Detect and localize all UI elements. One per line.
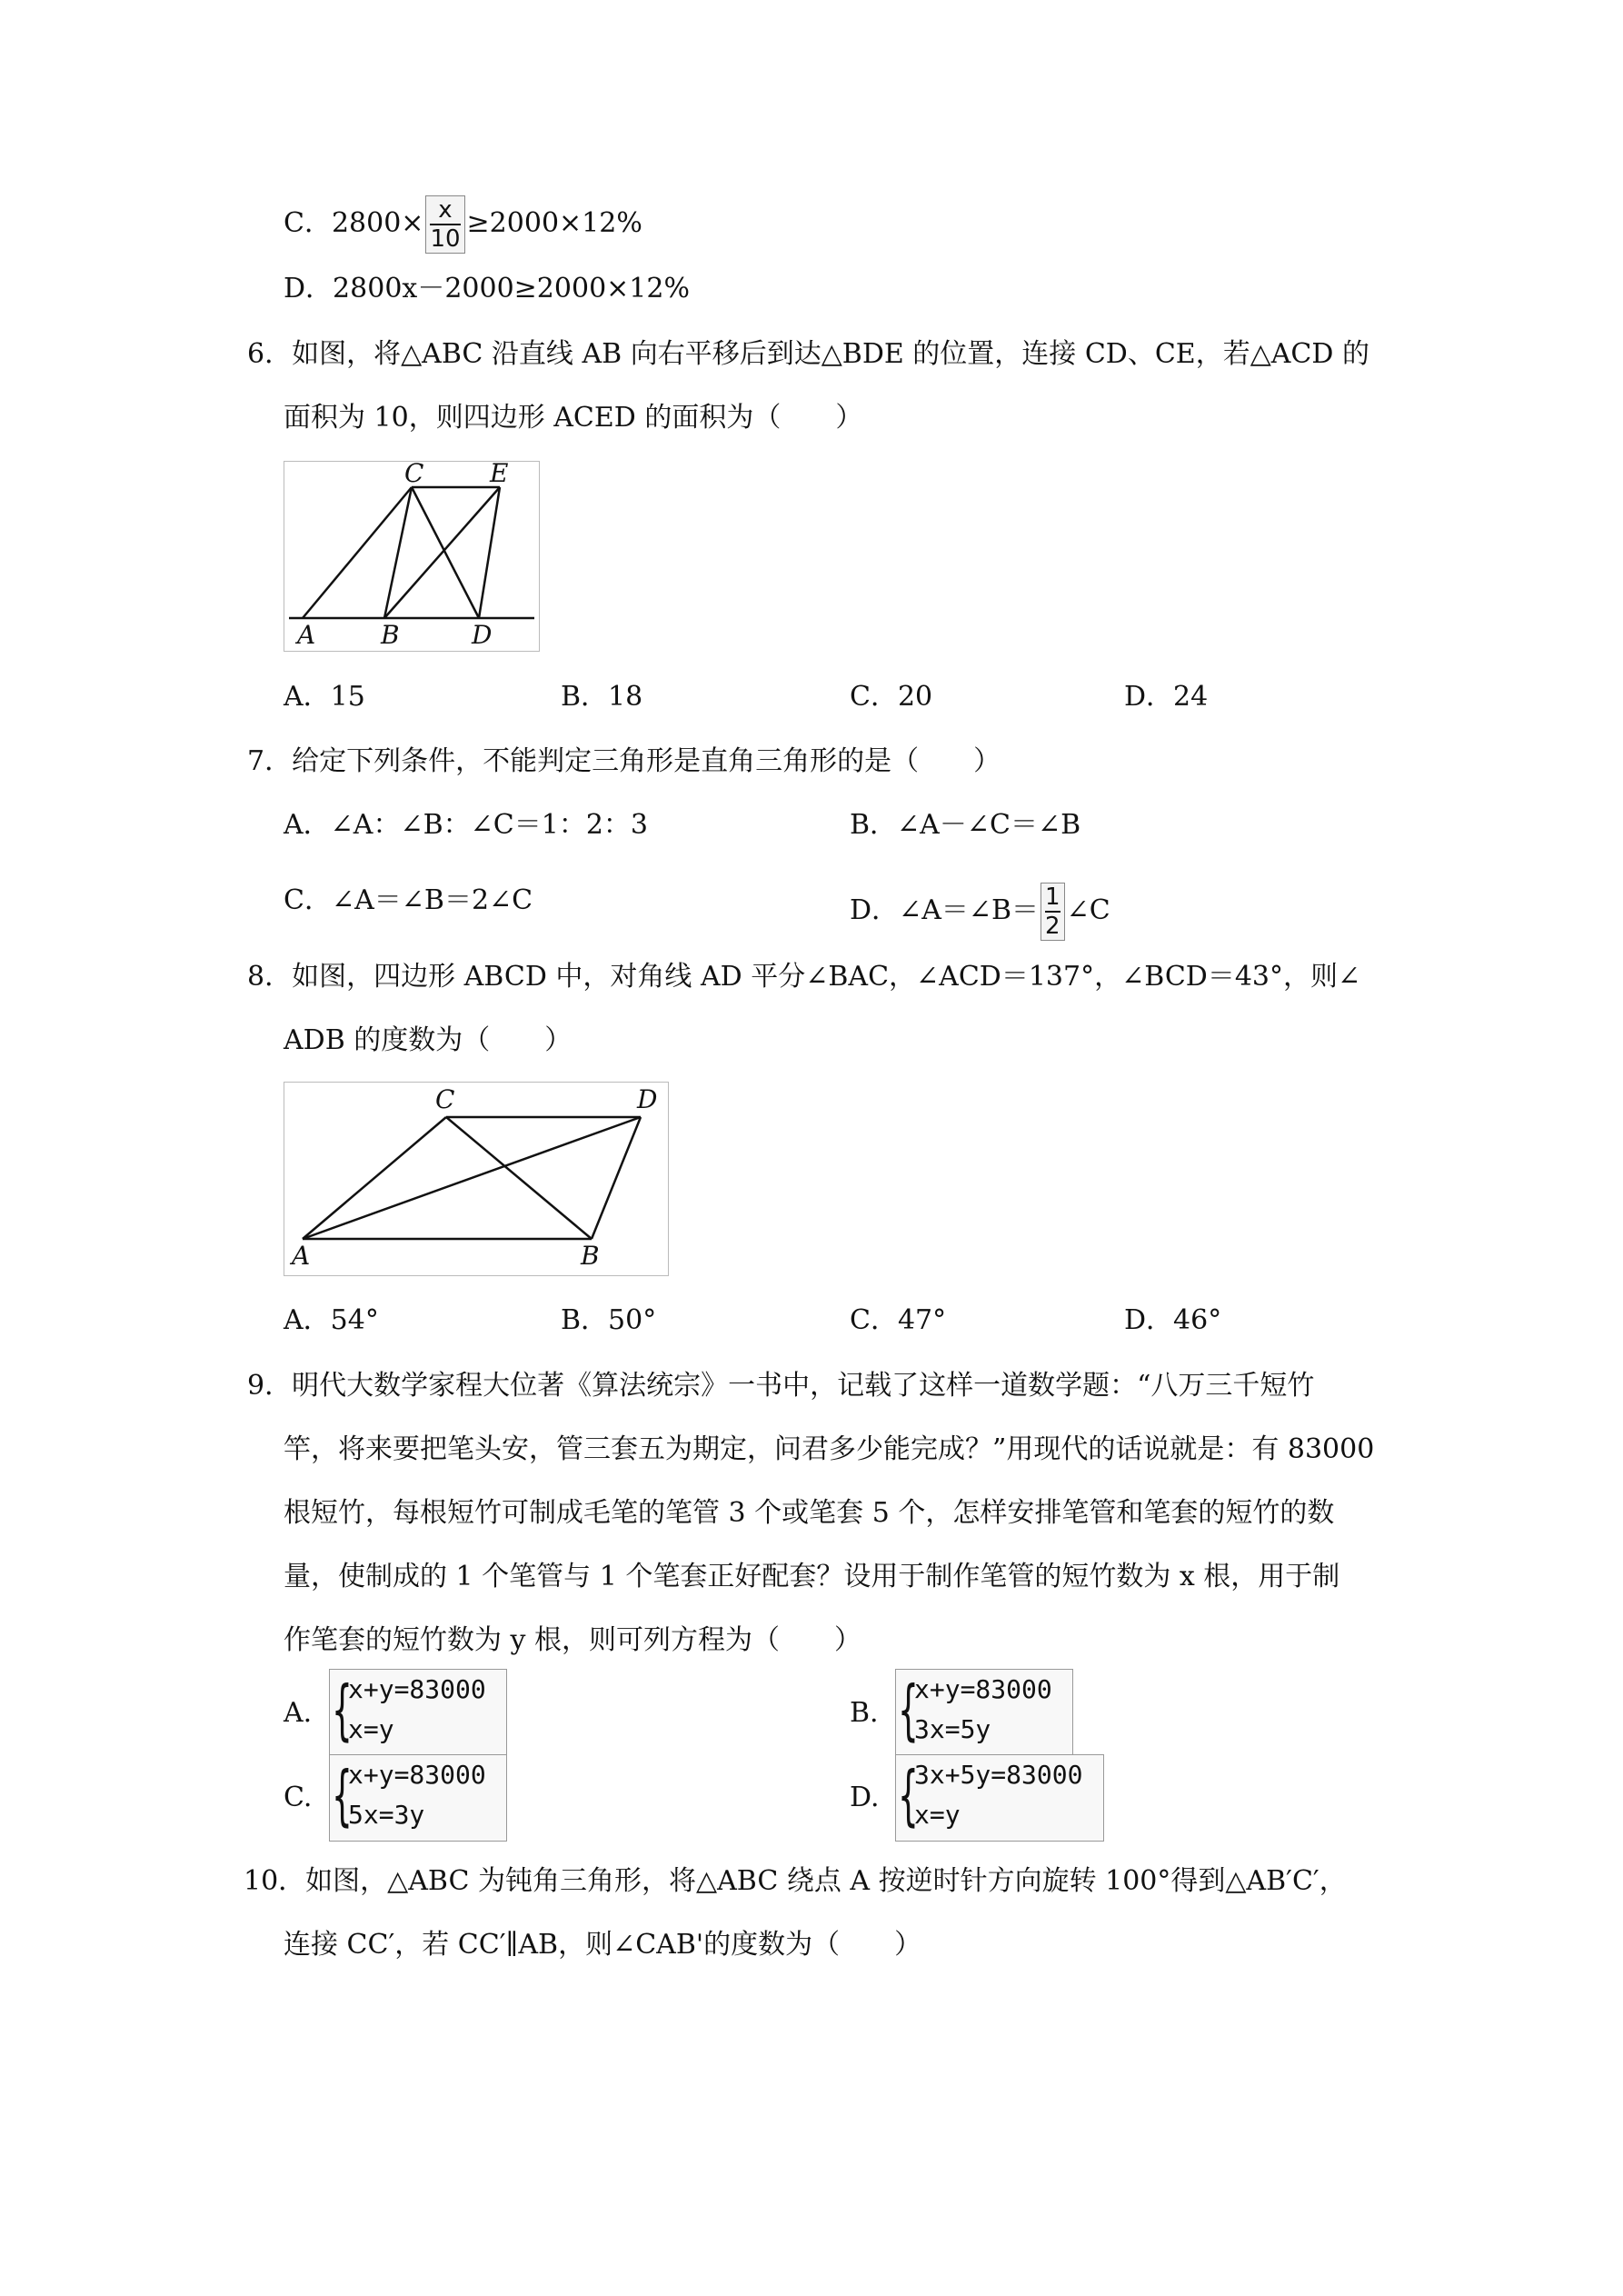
q6-option-b: B．18	[561, 681, 643, 713]
point-label-e: E	[490, 461, 509, 488]
q9-option-b-system	[895, 1669, 1073, 1756]
q7-stem: 7．给定下列条件，不能判定三角形是直角三角形的是（ ）	[247, 745, 1001, 777]
q8-option-c: C．47°	[850, 1304, 947, 1336]
equation-1: { x+y=83000	[348, 1760, 486, 1790]
q9-option-d-label: D.	[850, 1782, 880, 1813]
point-label-a: A	[292, 1241, 311, 1271]
segment-cb	[384, 487, 412, 618]
q8-option-a: A．54°	[284, 1304, 379, 1336]
q9-stem-line5: 作笔套的短竹数为 y 根，则可列方程为（ ）	[284, 1624, 862, 1656]
q5-option-d: D．2800x－2000≥2000×12%	[284, 273, 690, 304]
q6-option-d: D．24	[1124, 681, 1209, 713]
q7-option-d	[850, 883, 1110, 941]
q9-option-a-label: A.	[284, 1697, 313, 1729]
q9-option-d-system	[895, 1754, 1104, 1842]
q7-option-b: B．∠A－∠C＝∠B	[850, 809, 1081, 841]
q6-stem-line1: 6．如图，将△ABC 沿直线 AB 向右平移后到达△BDE 的位置，连接 CD、CE，若△ACD 的	[247, 338, 1369, 370]
q7-option-d-prefix: D．∠A＝∠B＝	[850, 894, 1040, 926]
point-label-d: D	[637, 1084, 658, 1114]
segment-cd	[412, 487, 479, 618]
point-label-d: D	[472, 620, 493, 650]
q9-option-a-system	[329, 1669, 507, 1756]
point-label-b: B	[581, 1241, 600, 1271]
q9-option-b-label: B.	[850, 1697, 879, 1729]
q7-option-c: C．∠A＝∠B＝2∠C	[284, 884, 533, 916]
q6-stem-line2: 面积为 10，则四边形 ACED 的面积为（ ）	[284, 402, 863, 434]
q9-option-c-label: C.	[284, 1782, 313, 1813]
q9-stem-line1: 9．明代大数学家程大位著《算法统宗》一书中，记载了这样一道数学题：“八万三千短竹	[247, 1370, 1315, 1402]
equation-1: { x+y=83000	[348, 1674, 486, 1704]
equation-2: x=y	[914, 1800, 961, 1830]
q8-stem-line2: ADB 的度数为（ ）	[284, 1024, 573, 1056]
fraction-numerator: x	[430, 196, 460, 225]
q9-stem-line3: 根短竹，每根短竹可制成毛笔的笔管 3 个或笔套 5 个，怎样安排笔管和笔套的短竹的数	[284, 1497, 1335, 1529]
segment-ac	[303, 487, 412, 618]
equation-2: 5x=3y	[348, 1800, 425, 1830]
segment-ad	[303, 1117, 641, 1239]
equation-1: { 3x+5y=83000	[914, 1760, 1083, 1790]
fraction-denominator: 2	[1045, 913, 1060, 940]
fraction-numerator: 1	[1045, 883, 1060, 911]
q9-stem-line4: 量，使制成的 1 个笔管与 1 个笔套正好配套？设用于制作笔管的短竹数为 x 根，用于制	[284, 1561, 1340, 1592]
point-label-a: A	[297, 620, 316, 650]
fraction-denominator: 10	[430, 225, 461, 253]
segment-ac	[303, 1117, 446, 1239]
point-label-b: B	[381, 620, 400, 650]
q9-stem-line2: 竿，将来要把笔头安，管三套五为期定，问君多少能完成？”用现代的话说就是：有 83000	[284, 1433, 1375, 1465]
q5-option-c-suffix: ≥2000×12%	[466, 207, 642, 239]
q8-option-d: D．46°	[1124, 1304, 1222, 1336]
q5-option-c	[284, 195, 642, 254]
equation-1: { x+y=83000	[914, 1674, 1052, 1704]
q10-stem-line2: 连接 CC′，若 CC′∥AB，则∠CAB'的度数为（ ）	[284, 1929, 922, 1961]
point-label-c: C	[404, 461, 424, 488]
q10-stem-line1: 10．如图，△ABC 为钝角三角形，将△ABC 绕点 A 按逆时针方向旋转 100°得到△AB′C′，	[244, 1865, 1347, 1897]
segment-cb	[446, 1117, 592, 1239]
q8-figure	[284, 1082, 669, 1276]
segment-bd	[592, 1117, 641, 1239]
q6-figure	[284, 461, 540, 652]
point-label-c: C	[435, 1084, 455, 1114]
q7-option-d-suffix: ∠C	[1066, 894, 1110, 926]
fraction	[425, 195, 464, 254]
q8-stem-line1: 8．如图，四边形 ABCD 中，对角线 AD 平分∠BAC，∠ACD＝137°，∠BCD＝43°，则∠	[247, 961, 1361, 993]
equation-2: x=y	[348, 1714, 394, 1744]
q8-option-b: B．50°	[561, 1304, 657, 1336]
q9-option-c-system	[329, 1754, 507, 1842]
q6-option-c: C．20	[850, 681, 933, 713]
q5-option-c-prefix: C．2800×	[284, 207, 424, 239]
equation-2: 3x=5y	[914, 1714, 991, 1744]
q7-option-a: A．∠A：∠B：∠C＝1：2：3	[284, 809, 649, 841]
q6-option-a: A．15	[284, 681, 365, 713]
fraction	[1041, 883, 1065, 941]
